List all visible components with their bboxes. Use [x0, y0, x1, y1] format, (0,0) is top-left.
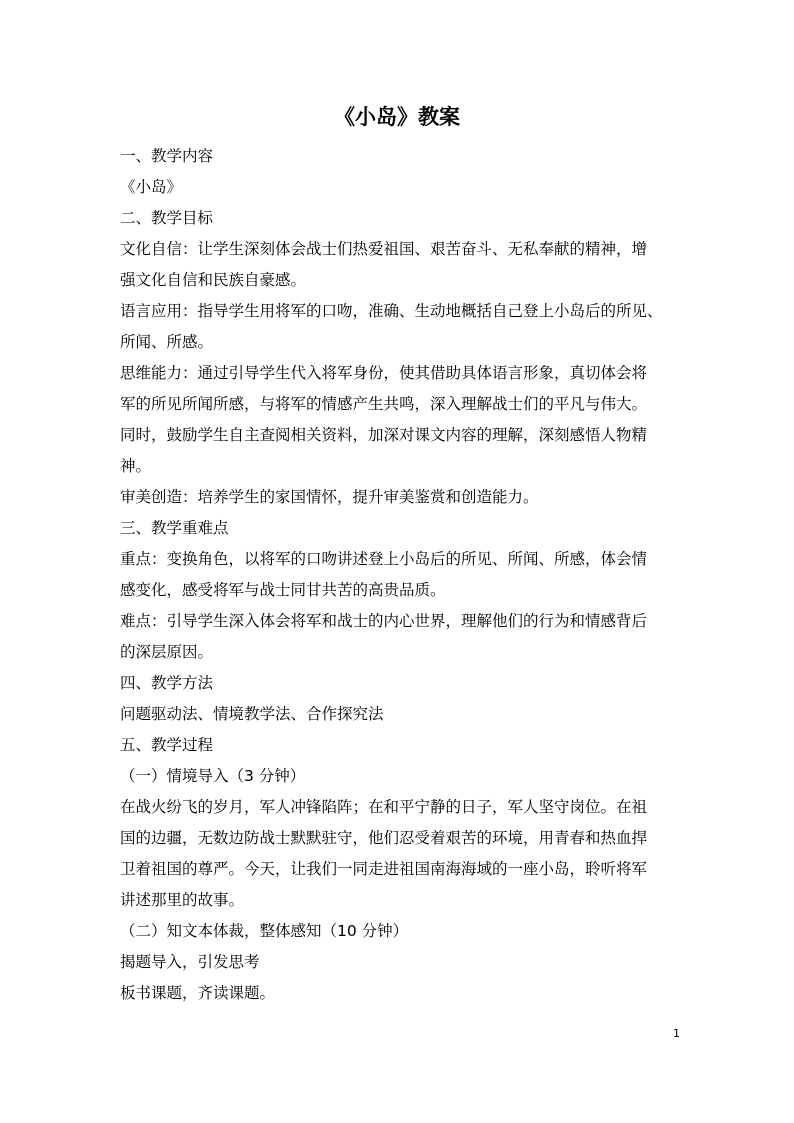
page-number: 1	[673, 1027, 680, 1040]
paragraph-line: 文化自信：让学生深刻体会战士们热爱祖国、艰苦奋斗、无私奉献的精神，增	[120, 240, 648, 258]
subsection-heading: （一）情境导入（3 分钟）	[120, 767, 306, 785]
section-heading: 三、教学重难点	[120, 519, 229, 537]
section-heading: 一、教学内容	[120, 147, 214, 165]
paragraph-line: 所闻、所感。	[120, 333, 214, 351]
section-heading: 五、教学过程	[120, 736, 214, 754]
paragraph-line: 的深层原因。	[120, 643, 214, 661]
paragraph-line: 思维能力：通过引导学生代入将军身份，使其借助具体语言形象，真切体会将	[120, 364, 648, 382]
paragraph-line: 卫着祖国的尊严。今天，让我们一同走进祖国南海海域的一座小岛，聆听将军	[120, 860, 648, 878]
paragraph-line: 讲述那里的故事。	[120, 891, 245, 909]
document-body	[120, 141, 680, 1009]
paragraph-line: 神。	[120, 457, 152, 475]
paragraph-line: 感变化，感受将军与战士同甘共苦的高贵品质。	[120, 581, 446, 599]
section-heading: 四、教学方法	[120, 674, 214, 692]
paragraph-line: 《小岛》	[120, 178, 183, 196]
paragraph-line: 军的所见所闻所感，与将军的情感产生共鸣，深入理解战士们的平凡与伟大。	[120, 395, 648, 413]
paragraph-line: 板书课题，齐读课题。	[120, 984, 276, 1002]
paragraph-line: 强文化自信和民族自豪感。	[120, 271, 307, 289]
paragraph-line: 重点：变换角色，以将军的口吻讲述登上小岛后的所见、所闻、所感，体会情	[120, 550, 648, 568]
paragraph-line: 问题驱动法、情境教学法、合作探究法	[120, 705, 384, 723]
paragraph-line: 国的边疆，无数边防战士默默驻守，他们忍受着艰苦的环境，用青春和热血捍	[120, 829, 648, 847]
paragraph-line: 在战火纷飞的岁月，军人冲锋陷阵；在和平宁静的日子，军人坚守岗位。在祖	[120, 798, 648, 816]
paragraph-line: 难点：引导学生深入体会将军和战士的内心世界，理解他们的行为和情感背后	[120, 612, 648, 630]
paragraph-line: 语言应用：指导学生用将军的口吻，准确、生动地概括自己登上小岛后的所见、	[120, 302, 663, 320]
subsection-heading: （二）知文本体裁，整体感知（10 分钟）	[120, 922, 409, 940]
paragraph-line: 同时，鼓励学生自主查阅相关资料，加深对课文内容的理解，深刻感悟人物精	[120, 426, 648, 444]
document-title: 《小岛》教案	[334, 105, 460, 129]
paragraph-line: 审美创造：培养学生的家国情怀，提升审美鉴赏和创造能力。	[120, 488, 539, 506]
paragraph-line: 揭题导入，引发思考	[120, 953, 260, 971]
section-heading: 二、教学目标	[120, 209, 214, 227]
